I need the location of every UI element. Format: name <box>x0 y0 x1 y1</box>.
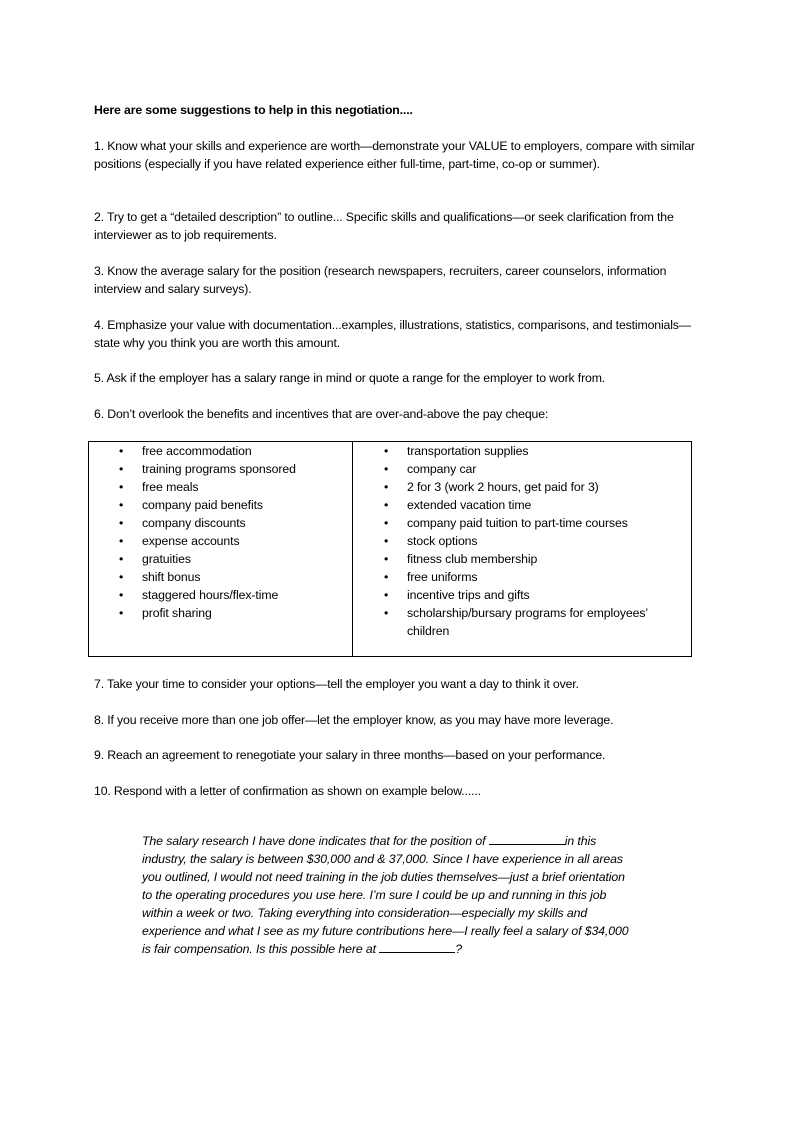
tip-2: 2. Try to get a “detailed description” to outline... Specific skills and qualifications—or seek clarification from the interviewer as to job requirements. <box>94 210 674 242</box>
tip-7: 7. Take your time to consider your options—tell the employer you want a day to think it over. <box>94 677 579 691</box>
letter-text-2: in this industry, the salary is between $30,000 and & 37,000. Since I have experience in all areas you outlined, I would not need training in the job duties themselves—just a brief orientation to the operating procedures you use here. I’m sure I could be up and running in this job within a week or two. Taking everything into consideration—especially my skills and experience and what I see as my future contributions here—I really feel a salary of $34,000 is fair compensation. Is this possible here at <box>142 834 629 957</box>
list-item: • stock options <box>384 534 478 548</box>
list-item: • incentive trips and gifts <box>384 588 530 602</box>
bullet-icon: • <box>119 480 124 494</box>
tip-5: 5. Ask if the employer has a salary range in mind or quote a range for the employer to work from. <box>94 371 606 385</box>
bullet-icon: • <box>119 462 124 476</box>
bullet-icon: • <box>119 570 124 584</box>
list-item: • company discounts <box>119 516 246 530</box>
bullet-icon: • <box>384 552 389 566</box>
list-item: • profit sharing <box>119 606 212 620</box>
bullet-icon: • <box>119 516 124 530</box>
list-item: • expense accounts <box>119 534 240 548</box>
list-item: • free uniforms <box>384 570 478 584</box>
tip-3: 3. Know the average salary for the position (research newspapers, recruiters, career counselors, information interview and salary surveys). <box>94 264 667 296</box>
tip-8: 8. If you receive more than one job offer—let the employer know, as you may have more leverage. <box>94 713 614 727</box>
bullet-icon: • <box>384 588 389 602</box>
list-item: • scholarship/bursary programs for employees’ children <box>384 606 648 638</box>
bullet-icon: • <box>384 570 389 584</box>
list-item: • free accommodation <box>119 444 252 458</box>
bullet-icon: • <box>119 498 124 512</box>
position-blank <box>489 832 565 845</box>
tip-6: 6. Don’t overlook the benefits and incentives that are over-and-above the pay cheque: <box>94 407 549 421</box>
bullet-icon: • <box>119 534 124 548</box>
bullet-icon: • <box>119 588 124 602</box>
list-item: • company car <box>384 462 477 476</box>
bullet-icon: • <box>384 480 389 494</box>
letter-text-1: The salary research I have done indicates that for the position of <box>142 834 489 848</box>
benefits-column-right <box>353 442 691 656</box>
benefits-table <box>88 441 692 657</box>
bullet-icon: • <box>119 552 124 566</box>
bullet-icon: • <box>384 462 389 476</box>
list-item: • shift bonus <box>119 570 201 584</box>
bullet-icon: • <box>384 606 389 620</box>
list-item: • training programs sponsored <box>119 462 296 476</box>
list-item: • transportation supplies <box>384 444 529 458</box>
list-item: • free meals <box>119 480 199 494</box>
list-item: • extended vacation time <box>384 498 532 512</box>
tip-10: 10. Respond with a letter of confirmation as shown on example below...... <box>94 784 481 798</box>
tip-9: 9. Reach an agreement to renegotiate your salary in three months—based on your performance. <box>94 748 606 762</box>
company-blank <box>379 940 455 953</box>
sample-letter <box>142 832 632 959</box>
benefits-list-right <box>353 442 691 640</box>
list-item: • company paid benefits <box>119 498 263 512</box>
list-item: • fitness club membership <box>384 552 538 566</box>
list-item: • 2 for 3 (work 2 hours, get paid for 3) <box>384 480 599 494</box>
bullet-icon: • <box>384 516 389 530</box>
list-item: • staggered hours/flex-time <box>119 588 279 602</box>
page-heading: Here are some suggestions to help in this negotiation.... <box>94 103 413 117</box>
bullet-icon: • <box>384 498 389 512</box>
letter-text-3: ? <box>455 942 463 957</box>
bullet-icon: • <box>384 444 389 458</box>
benefits-list-left <box>89 442 352 622</box>
list-item: • gratuities <box>119 552 191 566</box>
list-item: • company paid tuition to part-time courses <box>384 516 628 530</box>
benefits-column-left <box>89 442 353 656</box>
bullet-icon: • <box>384 534 389 548</box>
tip-4: 4. Emphasize your value with documentation...examples, illustrations, statistics, comparisons, and testimonials—state why you think you are worth this amount. <box>94 318 691 350</box>
bullet-icon: • <box>119 606 124 620</box>
bullet-icon: • <box>119 444 124 458</box>
tip-1: 1. Know what your skills and experience are worth—demonstrate your VALUE to employers, compare with similar positions (especially if you have related experience either full-time, part-time, co-op or summer). <box>94 139 695 171</box>
